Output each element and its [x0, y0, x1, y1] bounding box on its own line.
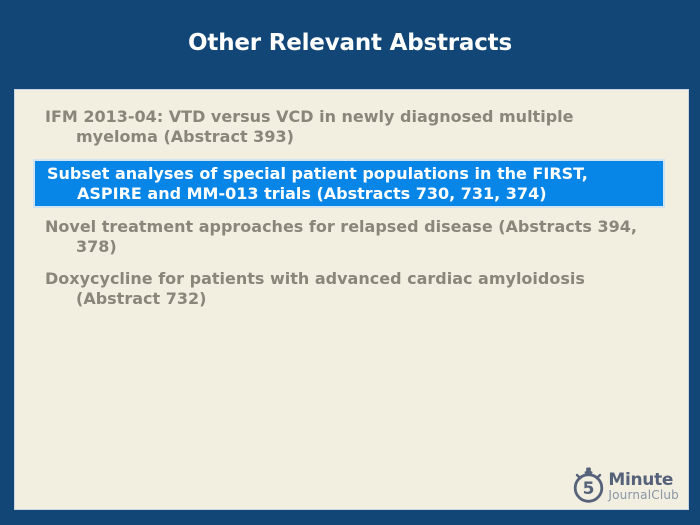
slide-title: Other Relevant Abstracts — [188, 30, 512, 56]
abstract-item-text: IFM 2013-04: VTD versus VCD in newly diagnosed multiple — [45, 107, 574, 126]
abstract-item-text: 378) — [76, 237, 117, 256]
abstract-item-text: (Abstract 732) — [76, 289, 207, 308]
five-minute-journal-club-logo — [571, 466, 679, 504]
abstract-item-highlighted — [33, 159, 665, 208]
abstract-item-text: myeloma (Abstract 393) — [76, 127, 294, 146]
abstract-item — [15, 217, 688, 257]
abstract-item-text: Subset analyses of special patient populations in the FIRST, — [47, 164, 588, 183]
stopwatch-number: 5 — [582, 479, 595, 499]
abstracts-panel — [14, 89, 689, 510]
abstract-item — [15, 269, 688, 309]
abstract-item — [15, 107, 688, 147]
logo-minute-label: Minute — [608, 470, 674, 490]
logo-journalclub-label: JournalClub — [608, 488, 679, 502]
abstract-item-text: Doxycycline for patients with advanced cardiac amyloidosis — [45, 269, 585, 288]
abstract-item-text: Novel treatment approaches for relapsed disease (Abstracts 394, — [45, 217, 637, 236]
logo-wordmark — [608, 472, 679, 502]
abstract-item-text: ASPIRE and MM-013 trials (Abstracts 730, 731, 374) — [77, 184, 547, 203]
stopwatch-icon — [571, 466, 606, 504]
